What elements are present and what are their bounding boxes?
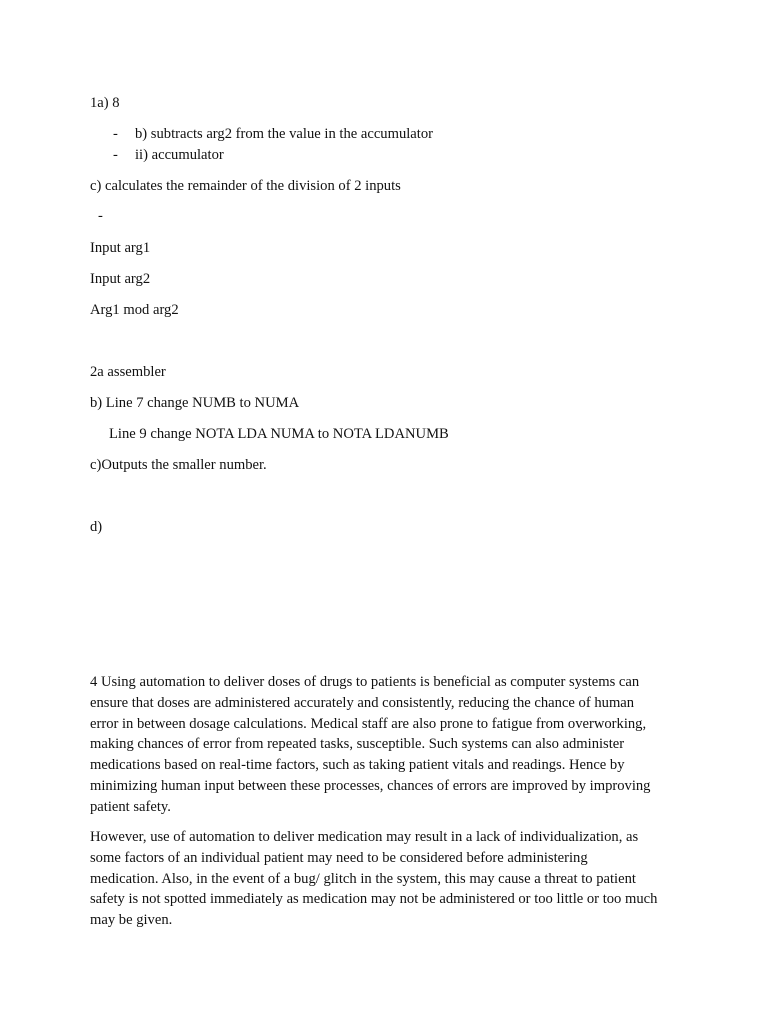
answer-2a: 2a assembler: [90, 364, 166, 380]
paragraph-line: some factors of an individual patient may need to be considered before administering: [90, 849, 588, 866]
answer-2b: b) Line 7 change NUMB to NUMA: [90, 395, 300, 411]
bullet-dash: -: [113, 147, 118, 163]
step-line: Arg1 mod arg2: [90, 302, 179, 318]
answer-1c: c) calculates the remainder of the division of 2 inputs: [90, 178, 401, 194]
paragraph-line: patient safety.: [90, 798, 171, 815]
paragraph-line: minimizing human input between these processes, chances of errors are improved by improving: [90, 777, 651, 794]
bullet-dash: -: [113, 126, 118, 142]
answer-1a: 1a) 8: [90, 95, 120, 111]
answer-4-paragraph-1: [90, 672, 690, 818]
paragraph-line: medication. Also, in the event of a bug/ glitch in the system, this may cause a threat to patient: [90, 870, 636, 887]
bullet-dash: -: [98, 208, 103, 224]
paragraph-line: However, use of automation to deliver medication may result in a lack of individualization, as: [90, 829, 639, 845]
step-line: Input arg2: [90, 271, 151, 287]
answer-1b: b) subtracts arg2 from the value in the accumulator: [135, 126, 433, 142]
paragraph-line: 4 Using automation to deliver doses of drugs to patients is beneficial as computer systems can: [90, 674, 640, 690]
paragraph-line: error in between dosage calculations. Medical staff are also prone to fatigue from overworking,: [90, 715, 647, 732]
answer-4-paragraph-2: [90, 827, 690, 931]
answer-2c: c)Outputs the smaller number.: [90, 457, 267, 473]
answer-2b-line2: Line 9 change NOTA LDA NUMA to NOTA LDANUMB: [109, 426, 449, 442]
paragraph-line: safety is not spotted immediately as medication may not be administered or too little or too much: [90, 891, 658, 908]
answer-1b-ii: ii) accumulator: [135, 147, 224, 163]
paragraph-line: may be given.: [90, 912, 173, 929]
paragraph-line: ensure that doses are administered accurately and consistently, reducing the chance of human: [90, 694, 635, 711]
paragraph-line: medications based on real-time factors, such as taking patient vitals and readings. Hence by: [90, 757, 625, 774]
paragraph-line: making chances of error from repeated tasks, susceptible. Such systems can also administer: [90, 736, 625, 753]
step-line: Input arg1: [90, 240, 151, 256]
answer-2d: d): [90, 519, 103, 535]
